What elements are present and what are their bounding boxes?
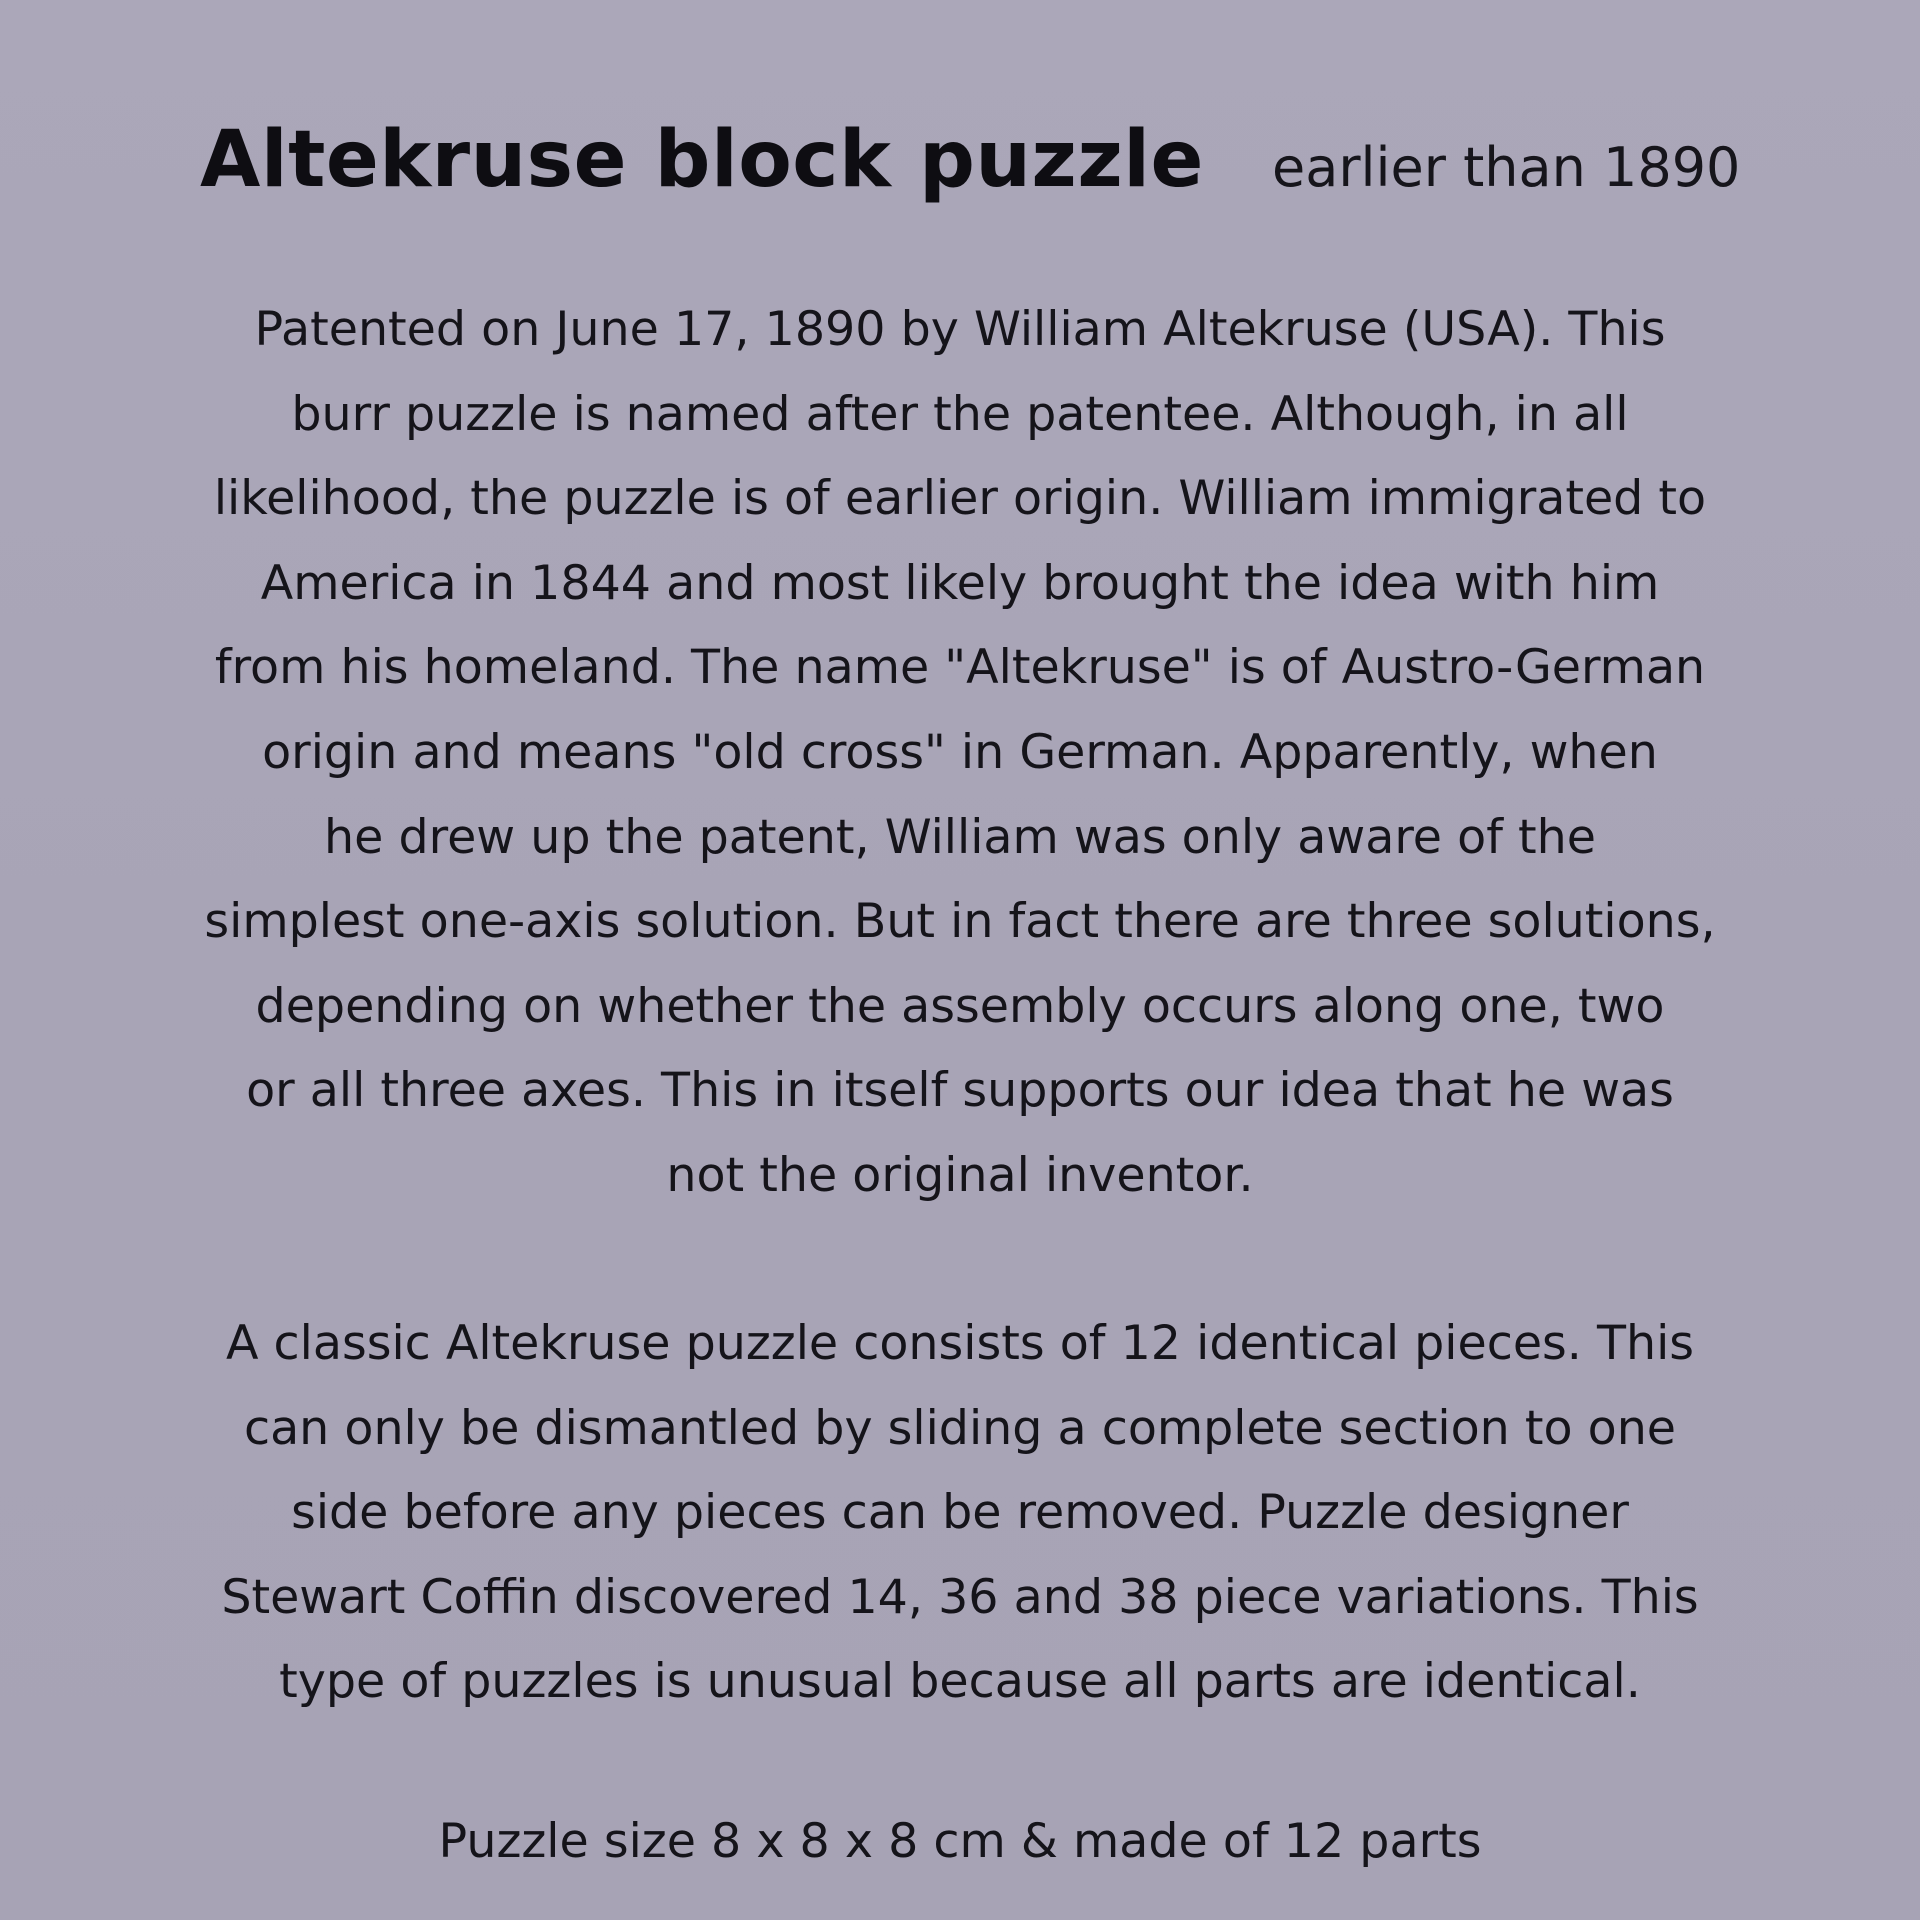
header (0, 110, 1920, 210)
date-subtitle: earlier than 1890 (1272, 136, 1741, 199)
puzzle-size-note: Puzzle size 8 x 8 x 8 cm & made of 12 parts (438, 1814, 1482, 1869)
page-title: Altekruse block puzzle (200, 115, 1204, 205)
history-paragraph: Patented on June 17, 1890 by William Altekruse (USA). This burr puzzle is named after the patentee. Although, in all likelihood, the puzzle is of earlier origin. William immigrated to America in 1844 and most likely brought the idea with him from his homeland. The name "Altekruse" is of Austro-German origin and means "old cross" in German. Apparently, when he drew up the patent, William was only aware of the simplest one-axis solution. But in fact there are three solutions, depending on whether the assembly occurs along one, two or all three axes. This in itself supports our idea that he was not the original inventor. (204, 302, 1716, 1203)
description-paragraph: A classic Altekruse puzzle consists of 12 identical pieces. This can only be dismantled by sliding a complete section to one side before any pieces can be removed. Puzzle designer Stewart Coffin discovered 14, 36 and 38 piece variations. This type of puzzles is unusual because all parts are identical. (221, 1316, 1699, 1710)
